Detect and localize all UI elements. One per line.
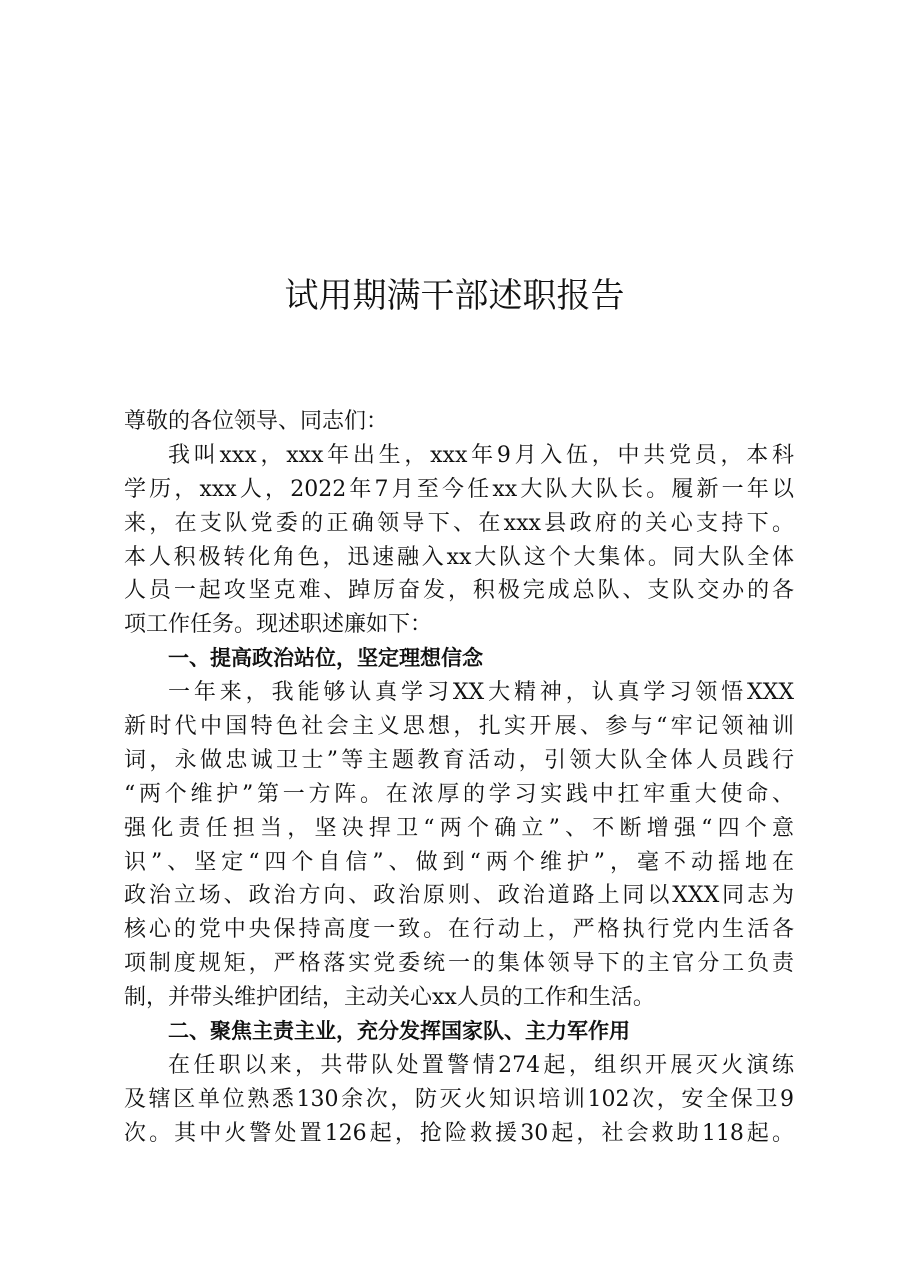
paragraph-line: 识”、坚定“四个自信”、做到“两个维护”，毫不动摇地在 [124,849,794,875]
paragraph-line: 核心的党中央保持高度一致。在行动上，严格执行党内生活各 [124,917,794,943]
paragraph-line: 来，在支队党委的正确领导下、在xxx县政府的关心支持下。 [124,510,794,536]
paragraph-line: “两个维护”第一方阵。在浓厚的学习实践中扛牢重大使命、 [124,781,794,807]
document-title: 试用期满干部述职报告 [284,276,625,316]
paragraph-line: 学历，xxx人，2022年7月至今任xx大队大队长。履新一年以 [124,476,794,502]
paragraph-line: 强化责任担当，坚决捍卫“两个确立”、不断增强“四个意 [124,815,794,841]
paragraph-line: 词，永做忠诚卫士”等主题教育活动，引领大队全体人员践行 [124,747,794,773]
paragraph-line: 及辖区单位熟悉130余次，防灭火知识培训102次，安全保卫9 [124,1086,794,1112]
paragraph-line: 人员一起攻坚克难、踔厉奋发，积极完成总队、支队交办的各 [124,578,794,604]
paragraph-line: 次。其中火警处置126起，抢险救援30起，社会救助118起。 [124,1120,794,1146]
salutation: 尊敬的各位领导、同志们： [124,409,389,434]
paragraph-line: 项制度规矩，严格落实党委统一的集体领导下的主官分工负责 [124,951,794,977]
paragraph-line: 新时代中国特色社会主义思想，扎实开展、参与“牢记领袖训 [124,714,794,740]
paragraph-line: 本人积极转化角色，迅速融入xx大队这个大集体。同大队全体 [124,544,794,570]
paragraph-line: 我叫xxx，xxx年出生，xxx年9月入伍，中共党员，本科 [168,442,794,468]
section-heading: 二、聚焦主责主业，充分发挥国家队、主力军作用 [168,1019,630,1044]
paragraph-line: 项工作任务。现述职述廉如下： [124,612,433,638]
paragraph-line: 一年来，我能够认真学习XX大精神，认真学习领悟XXX [168,680,794,706]
section-heading: 一、提高政治站位，坚定理想信念 [168,646,483,671]
paragraph-line: 政治立场、政治方向、政治原则、政治道路上同以XXX同志为 [124,883,794,909]
document-body [124,405,794,1151]
paragraph-line: 在任职以来，共带队处置警情274起，组织开展灭火演练 [168,1052,794,1078]
paragraph-line: 制，并带头维护团结，主动关心xx人员的工作和生活。 [124,985,655,1011]
